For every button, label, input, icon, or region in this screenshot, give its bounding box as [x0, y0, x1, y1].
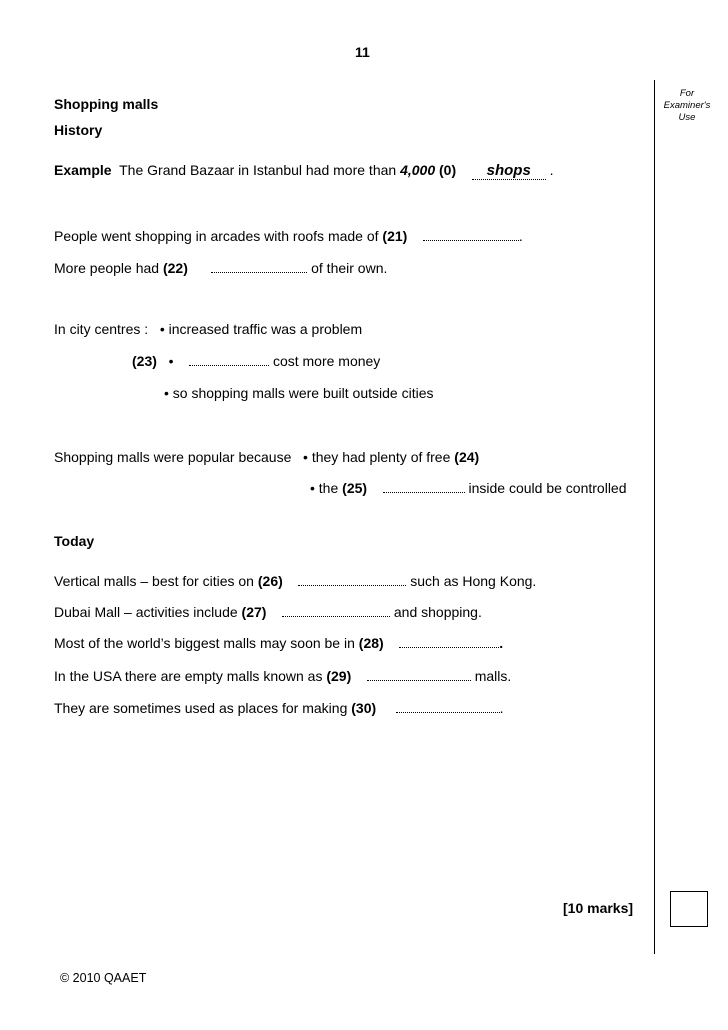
q28-text: Most of the world’s biggest malls may soon be in — [54, 635, 355, 651]
popular-line-1 — [54, 449, 479, 465]
question-22 — [54, 260, 387, 276]
answer-field-28[interactable] — [399, 635, 499, 648]
bullet: • — [168, 353, 174, 369]
q23-ref: (23) — [132, 353, 157, 369]
q28-end: . — [499, 635, 504, 651]
examiner-use-label — [656, 88, 718, 124]
answer-field-22[interactable] — [211, 260, 307, 273]
examiner-line-3: Use — [678, 112, 696, 123]
example-text: The Grand Bazaar in Istanbul had more than — [119, 162, 397, 178]
answer-field-30[interactable] — [396, 700, 500, 713]
q26-text: Vertical malls – best for cities on — [54, 573, 254, 589]
question-26 — [54, 573, 536, 589]
example-line — [54, 162, 553, 180]
example-ref: (0) — [439, 162, 457, 178]
city-centres-label: In city centres : — [54, 321, 149, 337]
question-21 — [54, 228, 523, 244]
bullet: • — [159, 321, 165, 337]
q27-ref: (27) — [241, 604, 267, 620]
question-29 — [54, 668, 511, 684]
popular-bullet-1: they had plenty of free — [311, 449, 451, 465]
city-centres-line-2 — [132, 353, 380, 369]
city-bullet-2: cost more money — [272, 353, 381, 369]
q22-after: of their own. — [311, 260, 388, 276]
popular-bullet-2-after: inside could be controlled — [468, 480, 627, 496]
answer-field-21[interactable] — [423, 228, 519, 241]
q21-end: . — [518, 228, 523, 244]
popular-text: Shopping malls were popular because — [54, 449, 292, 465]
page-number: 11 — [355, 44, 370, 60]
popular-bullet-2: the — [318, 480, 339, 496]
subheading-history: History — [54, 122, 103, 138]
bullet: • — [303, 449, 308, 465]
q22-ref: (22) — [162, 260, 188, 276]
answer-field-26[interactable] — [298, 573, 406, 586]
q29-ref: (29) — [326, 668, 352, 684]
q27-text: Dubai Mall – activities include — [54, 604, 238, 620]
question-27 — [54, 604, 482, 620]
popular-line-2 — [310, 480, 627, 496]
answer-field-27[interactable] — [282, 604, 390, 617]
q29-after: malls. — [474, 668, 512, 684]
q28-ref: (28) — [358, 635, 384, 651]
city-bullet-1: increased traffic was a problem — [168, 321, 363, 337]
section-heading: Shopping malls — [54, 96, 159, 112]
examiner-mark-box[interactable] — [670, 891, 708, 927]
q27-after: and shopping. — [393, 604, 482, 620]
total-marks: [10 marks] — [563, 900, 634, 916]
q26-ref: (26) — [257, 573, 283, 589]
city-centres-line-1 — [54, 321, 362, 337]
q30-text: They are sometimes used as places for making — [54, 700, 348, 716]
answer-field-29[interactable] — [367, 668, 471, 681]
q30-end: . — [499, 700, 504, 716]
examiner-line-2: Examiner's — [663, 100, 711, 111]
bullet: • — [310, 480, 315, 496]
copyright-footer: © 2010 QAAET — [60, 971, 147, 985]
example-answer: shops — [472, 162, 546, 180]
question-28 — [54, 635, 503, 651]
answer-field-25[interactable] — [383, 480, 465, 493]
example-end: . — [549, 162, 554, 178]
subheading-today: Today — [54, 533, 95, 549]
city-bullet-3: so shopping malls were built outside cities — [172, 385, 434, 401]
examiner-divider — [654, 80, 655, 954]
example-label: Example — [54, 162, 112, 178]
q22-text: More people had — [54, 260, 160, 276]
q30-ref: (30) — [351, 700, 377, 716]
answer-field-23[interactable] — [189, 353, 269, 366]
question-30 — [54, 700, 504, 716]
examiner-line-1: For — [679, 88, 695, 99]
q21-ref: (21) — [382, 228, 408, 244]
city-centres-line-3 — [164, 385, 434, 401]
q25-ref: (25) — [342, 480, 368, 496]
example-number: 4,000 — [400, 162, 436, 178]
bullet: • — [164, 385, 169, 401]
q29-text: In the USA there are empty malls known as — [54, 668, 323, 684]
q24-ref: (24) — [454, 449, 480, 465]
q26-after: such as Hong Kong. — [410, 573, 537, 589]
q21-text: People went shopping in arcades with roofs made of — [54, 228, 379, 244]
